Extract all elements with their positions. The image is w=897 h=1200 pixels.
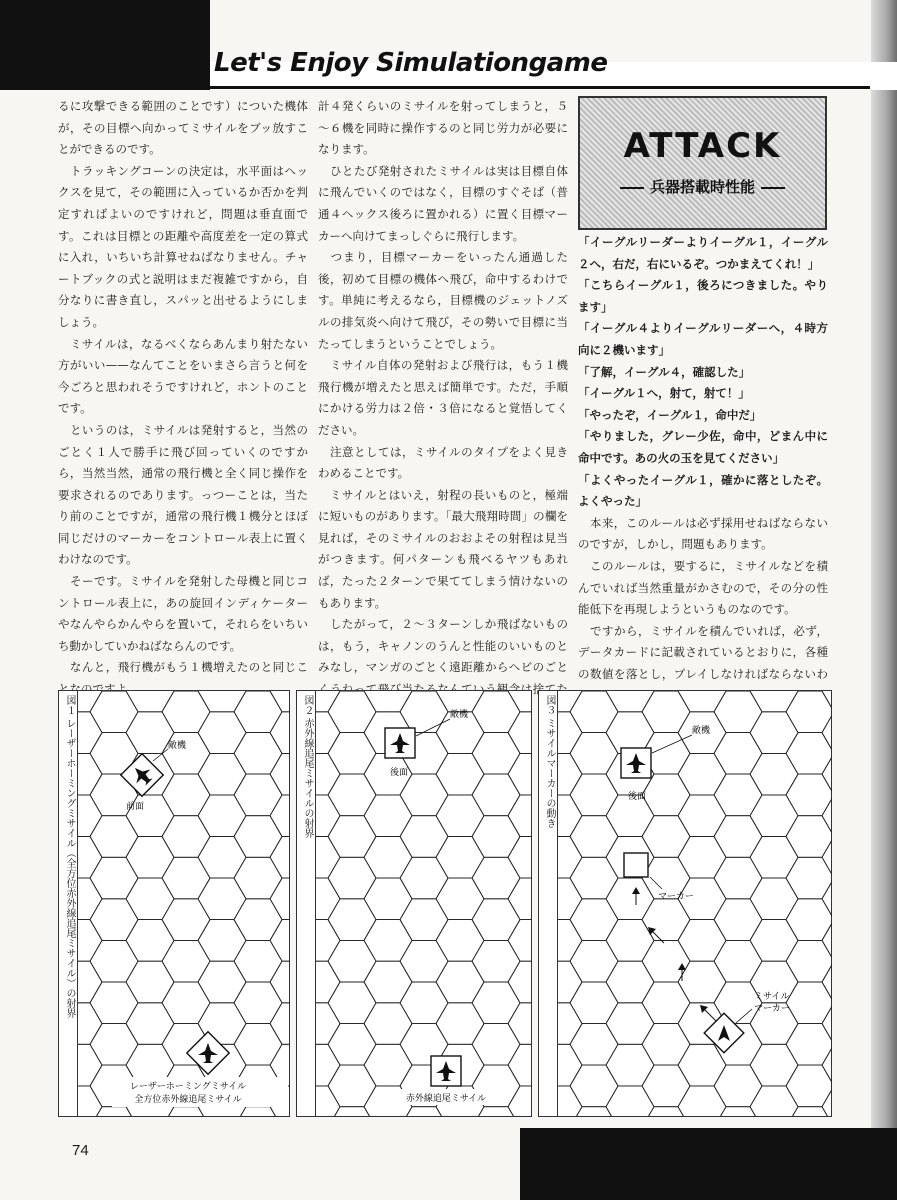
hex-cell [270,795,290,837]
hex-cell [508,920,532,962]
hex-cell [316,691,340,712]
hex-cell [198,753,246,795]
figure-1-panel [77,691,289,1116]
hex-cell [472,1024,520,1066]
hex-cell [328,1024,376,1066]
hex-cell [678,691,726,712]
hex-cell [606,920,654,962]
hex-cell [328,982,376,1024]
figure-2-caption: 図２ 赤外線追尾ミサイルの射界 [302,695,313,839]
hex-cell [126,691,174,712]
attack-section-banner [578,96,827,230]
attack-title: ATTACK [623,126,782,166]
hex-cell [558,1003,582,1045]
hex-cell [558,1044,582,1086]
player-plane-2 [431,1056,461,1086]
hex-cell [234,982,282,1024]
hex-cell [642,774,690,816]
figure-1 [58,690,290,1117]
hex-cell [642,982,690,1024]
hex-cell [570,691,618,733]
hex-cell [508,1044,532,1086]
hex-cell [234,733,282,775]
paragraph: トラッキングコーンの決定は，水平面はヘックスを見て，その範囲に入っているか否かを判定すればよいのですけれど，問題は垂直面です。これは目標との距離や高度差を一定の算式に入れ，いちいち計算せねばなりません。チャートブックの式と説明はまだ複雑ですから，自分なりに書き直し，スパッと出せるようにしましょう。 [58,163,308,329]
text-column-1 [58,96,308,722]
hex-cell [328,816,376,858]
label-enemy: 敵機 [692,726,711,736]
hex-cell [78,795,102,837]
text-column-2 [318,96,568,722]
figure-1-caption: 図１ レーザーホーミングミサイル（全方位赤外線追尾ミサイル）の射界 [64,695,75,1019]
paragraph: というのは，ミサイルは発射すると，当然のごとく１人で勝手に飛び回っていくのですから，当然当然，通常の飛行機と全く同じ操作を要求されるのであります。っつーことは，当たり前のことですが，通常の飛行機１機分とほぼ同じだけのマーカーをコントロール表上に置くわけなのです。 [58,422,308,567]
hex-cell [558,961,582,1003]
dash-decoration [620,187,644,189]
hex-cell [606,1003,654,1045]
hex-cell [364,920,412,962]
hex-cell [558,712,582,754]
dialogue-line: 「了解，イーグル４，確認した」 [578,364,751,379]
hex-cell [90,816,138,858]
hex-cell [508,753,532,795]
label-missile: 赤外線追尾ミサイル [405,1094,487,1104]
paragraph: したがって，２～３ターンしか飛ばないものは，もう，キャノンのうんと性能のいいものとみなし，マンガのごとく遠距離からヘビのごと [318,617,568,675]
hex-cell [606,712,654,754]
hex-cell [678,1086,726,1116]
hex-cell [642,1065,690,1107]
hex-cell [316,1003,340,1045]
arrow-icon [678,963,686,981]
hex-cell [162,691,210,733]
hex-cell [472,816,520,858]
corner-black-block [0,0,210,90]
hex-cell [472,982,520,1024]
hex-cell [78,753,102,795]
hex-cell [198,712,246,754]
hex-cell [822,1003,832,1045]
hex-cell [822,691,832,712]
hex-cell [90,691,138,733]
hex-cell [198,878,246,920]
hex-cell [714,940,762,982]
hex-cell [822,1086,832,1116]
target-marker [624,853,648,877]
hex-cell [750,753,798,795]
hex-cell [642,940,690,982]
hex-cell [234,774,282,816]
hex-cell [822,753,832,795]
enemy-plane-3 [621,748,651,778]
hex-cell [570,940,618,982]
dash-decoration [761,187,785,189]
dialogue-line: 「やったぞ，イーグル１，命中だ」 [578,407,762,422]
hex-cell [570,1024,618,1066]
hex-cell [822,920,832,962]
text-column-3 [578,232,828,707]
hex-grid-3 [558,691,832,1116]
hex-grid-1 [78,691,290,1116]
hex-cell [436,837,484,879]
hex-cell [678,1044,726,1086]
header-title: Let's Enjoy Simulationgame [214,48,608,78]
hex-cell [508,1003,532,1045]
hex-cell [162,982,210,1024]
hex-cell [162,899,210,941]
hex-cell [400,774,448,816]
hex-cell [364,878,412,920]
paragraph: ですから，ミサイルを積んでいれば，必ず，データカードに記載されているとおりに，各種の数値を落とし，プレイしなければならないわ [578,623,828,681]
hex-cell [78,920,102,962]
hex-cell [364,1044,412,1086]
hex-cell [78,961,102,1003]
hex-cell [678,795,726,837]
leader-line [416,719,450,736]
label-front: 前面 [126,802,145,812]
paragraph: なんと，飛行機がもう１機増えたのと同じこ [69,660,308,675]
hex-cell [436,878,484,920]
label-missile-1: レーザーホーミングミサイル [129,1082,247,1092]
hex-cell [400,940,448,982]
hex-cell [328,899,376,941]
attack-subtitle-text: 兵器搭載時性能 [649,178,755,196]
hex-cell [364,1003,412,1045]
hex-cell [558,753,582,795]
hex-cell [472,774,520,816]
header-rule [210,86,870,89]
missile-marker [704,1013,744,1053]
hex-cell [234,816,282,858]
dialogue-line: 「イーグル４よりイーグルリーダーへ，４時方向に２機います」 [578,321,828,357]
enemy-plane-2 [385,728,415,758]
hex-cell [678,837,726,879]
hex-cell [750,920,798,962]
page-number: 74 [72,1142,89,1159]
hex-cell [642,1024,690,1066]
hex-cell [270,712,290,754]
paragraph: ミサイルとはいえ，射程の長いものと，極端に短いものがあります。「最大飛翔時間」の欄を見れば，そのミサイルのおおよその射程は見当がつきます。何パターンも飛べるヤツもあれば，たった２ターンで果ててしまう情けないのもあります。 [318,487,568,610]
hex-cell [822,837,832,879]
hex-cell [90,899,138,941]
figure-3-panel [557,691,831,1116]
dialogue-line: 「イーグル１へ，射て，射て！」 [578,386,750,401]
hex-cell [234,899,282,941]
paragraph: ミサイルは，なるべくならあんまり射たない方がいい——なんてことをいまさら言うと何を今ごろと思われそうですけれど，ホントのことです。 [58,336,308,416]
hex-cell [90,982,138,1024]
leader-line [652,735,692,753]
hex-cell [750,878,798,920]
hex-cell [472,733,520,775]
hex-cell [364,837,412,879]
label-enemy: 敵機 [450,710,469,720]
hex-cell [570,1065,618,1107]
hex-cell [78,691,102,712]
hex-cell [316,712,340,754]
hex-cell [78,837,102,879]
hex-cell [508,837,532,879]
hex-cell [364,961,412,1003]
hex-cell [162,857,210,899]
paragraph: ミサイル自体の発射および飛行は，もう１機飛行機が増えたと思えば簡単です。ただ，手順にかける労力は２倍・３倍になると覚悟してください。 [318,358,568,437]
hex-cell [198,920,246,962]
hex-cell [436,1003,484,1045]
hex-cell [750,1044,798,1086]
hex-cell [472,691,520,733]
hex-cell [198,795,246,837]
hex-cell [714,733,762,775]
player-plane-1 [187,1032,229,1074]
hex-cell [508,795,532,837]
hex-cell [472,857,520,899]
hex-cell [270,961,290,1003]
label-rear: 後面 [390,768,409,778]
hex-cell [316,961,340,1003]
hex-cell [558,878,582,920]
hex-cell [714,1065,762,1107]
hex-cell [400,899,448,941]
hex-cell [364,691,412,712]
hex-cell [328,940,376,982]
hex-cell [234,1024,282,1066]
hex-cell [198,961,246,1003]
hex-cell [558,795,582,837]
hex-cell [270,1003,290,1045]
hex-cell [328,733,376,775]
hex-cell [472,899,520,941]
hex-cell [316,753,340,795]
paragraph: ひとたび発射されたミサイルは実は目標自体に飛んでいくのではなく，目標のすぐそば（普通４ヘックス後ろに置かれる）に置く目標マーカーへ向けてまっしぐらに飛行します。 [318,163,568,243]
hex-cell [606,1086,654,1116]
enemy-plane-1 [121,754,163,796]
hex-cell [234,691,282,733]
hex-cell [126,961,174,1003]
hex-cell [126,1003,174,1045]
hex-cell [606,961,654,1003]
hex-cell [270,691,290,712]
hex-cell [508,961,532,1003]
bottom-black-block [520,1128,897,1200]
label-missile-marker-1: ミサイル [754,992,790,1002]
dialogue-line: 「こちらイーグル１，後ろにつきました。やります」 [578,278,828,314]
hex-cell [162,940,210,982]
hex-cell [558,920,582,962]
hex-cell [364,795,412,837]
hex-cell [508,878,532,920]
hex-cell [678,753,726,795]
hex-cell [642,816,690,858]
hex-cell [436,795,484,837]
hex-cell [822,795,832,837]
hex-cell [316,837,340,879]
hex-cell [436,753,484,795]
hex-cell [642,691,690,733]
hex-cell [750,837,798,879]
paragraph: 注意としては，ミサイルのタイプをよく見きわめることです。 [318,444,568,481]
hex-cell [328,774,376,816]
hex-cell [606,878,654,920]
label-missile-2: 全方位赤外線追尾ミサイル [134,1095,242,1105]
hex-cell [508,712,532,754]
hex-cell [558,691,582,712]
hex-cell [162,774,210,816]
hex-cell [316,920,340,962]
hex-cell [714,899,762,941]
hex-cell [472,940,520,982]
hex-cell [126,837,174,879]
hex-cell [316,795,340,837]
figure-3 [538,690,832,1117]
leader-line [650,877,662,889]
hex-cell [436,961,484,1003]
hex-cell [400,816,448,858]
label-marker: マーカー [658,892,694,902]
hex-cell [90,1024,138,1066]
hex-cell [570,982,618,1024]
hex-cell [436,920,484,962]
hex-cell [162,733,210,775]
attack-subtitle [580,176,825,197]
hex-cell [78,878,102,920]
hex-cell [570,774,618,816]
hex-cell [328,1065,376,1107]
hex-cell [78,1003,102,1045]
hex-cell [678,961,726,1003]
hex-cell [570,733,618,775]
leader-line [736,1009,752,1023]
hex-cell [678,920,726,962]
hex-cell [400,982,448,1024]
hex-cell [750,1086,798,1116]
label-enemy: 敵機 [168,741,187,751]
hex-cell [90,940,138,982]
hex-cell [270,753,290,795]
hex-cell [750,691,798,712]
arrow-icon [700,1005,716,1021]
hex-cell [558,837,582,879]
hex-cell [316,878,340,920]
figure-2 [296,690,532,1117]
hex-cell [316,1044,340,1086]
hex-cell [198,837,246,879]
hex-cell [822,712,832,754]
hex-cell [78,1044,102,1086]
figure-3-caption: 図３ ミサイルマーカーの動き [544,695,555,829]
hex-cell [270,878,290,920]
paragraph: 本来，このルールは必ず採用せねばならないのですが，しかし，問題もあります。 [578,515,828,552]
hex-cell [822,878,832,920]
hex-cell [822,1044,832,1086]
hex-cell [570,899,618,941]
hex-cell [714,774,762,816]
hex-cell [270,920,290,962]
paragraph: つまり，目標マーカーをいったん通過した後，初めて目標の機体へ飛び，命中するわけです。単純に考えるなら，目標機のジェットノズルの排気炎へ向けて飛び，その勢いで目標に当たってしまうということでしょう。 [318,250,568,351]
hex-cell [198,691,246,712]
paragraph: このルールは，要するに，ミサイルなどを積んでいれば当然重量がかさむので，その分の性能低下を再現しようというものなのです。 [578,558,828,617]
hex-cell [570,816,618,858]
hex-cell [642,899,690,941]
paragraph: そーです。ミサイルを発射した母機と同じコントロール表上に，あの旋回インディケーターやなんやらかんやらを置いて，それらをいちいち動かしていかねばならんのです。 [58,574,308,653]
hex-cell [714,816,762,858]
arrow-icon [632,887,640,905]
hex-cell [508,691,532,712]
hex-cell [822,961,832,1003]
hex-cell [126,712,174,754]
hex-cell [714,857,762,899]
paragraph: るに攻撃できる範囲のことです）についた機体が，その目標へ向かってミサイルをブッ放すことができるのです。 [58,99,308,157]
hex-cell [270,837,290,879]
figure-2-panel [315,691,531,1116]
hex-cell [606,1044,654,1086]
hex-cell [606,691,654,712]
hex-cell [328,691,376,733]
page-edge-shadow [871,0,897,1130]
dialogue-line: 「やりました，グレー少佐，命中，どまん中に命中です。あの火の玉を見てください」 [578,429,828,465]
hex-cell [400,691,448,733]
label-missile-marker-2: マーカー [754,1004,790,1014]
dialogue-line: 「よくやったイーグル１，確かに落としたぞ。よくやった」 [578,472,828,509]
hex-cell [328,857,376,899]
hex-cell [436,691,484,712]
hex-cell [162,816,210,858]
hex-cell [126,878,174,920]
hex-cell [78,712,102,754]
hex-cell [400,857,448,899]
hex-cell [570,857,618,899]
hex-grid-2 [316,691,532,1116]
hex-cell [234,940,282,982]
hex-cell [508,1086,532,1116]
hex-cell [714,691,762,733]
paragraph: 計４発くらいのミサイルを射ってしまうと，５～６機を同時に操作するのと同じ労力が必要になります。 [318,99,568,157]
hex-cell [750,795,798,837]
label-rear: 後面 [628,792,647,802]
dialogue-line: 「イーグルリーダーよりイーグル１，イーグル２へ，右だ，右にいるぞ。つかまえてくれ！」 [578,235,828,271]
hex-cell [90,857,138,899]
hex-cell [750,712,798,754]
hex-cell [234,857,282,899]
hex-cell [126,920,174,962]
